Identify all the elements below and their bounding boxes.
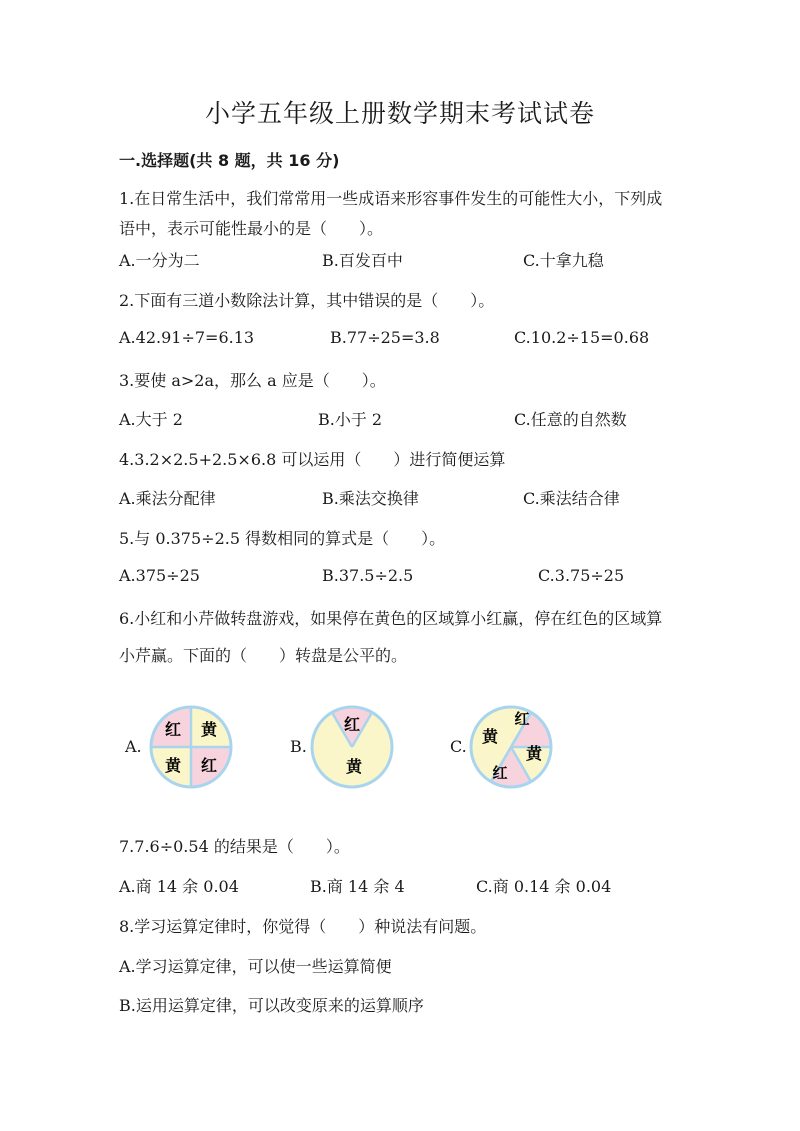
question-3-line-1: 3.要使 a>2a，那么 a 应是（ ）。 (119, 371, 386, 390)
q7-option-b[interactable]: B.商 14 余 4 (310, 877, 405, 896)
question-5-line-1: 5.与 0.375÷2.5 得数相同的算式是（ ）。 (119, 529, 446, 548)
q3-option-b[interactable]: B.小于 2 (318, 410, 383, 429)
spinner-a-text-red-1: 红 (164, 720, 182, 739)
wheel-a-label[interactable]: A. (125, 737, 142, 756)
wheel-c-label[interactable]: C. (450, 737, 467, 756)
spinner-a[interactable] (147, 703, 235, 791)
q5-option-a[interactable]: A.375÷25 (119, 566, 200, 585)
q1-option-b[interactable]: B.百发百中 (322, 251, 403, 270)
q4-option-a[interactable]: A.乘法分配律 (119, 489, 216, 508)
q7-option-c[interactable]: C.商 0.14 余 0.04 (476, 877, 612, 896)
wheel-b-label[interactable]: B. (290, 737, 307, 756)
question-2-line-1: 2.下面有三道小数除法计算，其中错误的是（ ）。 (119, 291, 495, 310)
spinner-c[interactable] (466, 702, 556, 792)
q1-option-a[interactable]: A.一分为二 (119, 251, 200, 270)
q1-option-c[interactable]: C.十拿九稳 (523, 251, 604, 270)
section-heading: 一.选择题(共 8 题，共 16 分) (119, 151, 340, 170)
q8-option-a[interactable]: A.学习运算定律，可以使一些运算简便 (119, 957, 392, 976)
question-1-line-2: 语中，表示可能性最小的是（ ）。 (119, 219, 384, 238)
spinner-b-text-red: 红 (343, 715, 361, 734)
question-4-line-1: 4.3.2×2.5+2.5×6.8 可以运用（ ）进行简便运算 (119, 450, 506, 469)
spinner-c-text-yellow-1: 黄 (481, 727, 499, 746)
q7-option-a[interactable]: A.商 14 余 0.04 (119, 877, 239, 896)
spinner-a-text-yellow-2: 黄 (164, 756, 182, 775)
question-1-line-1: 1.在日常生活中，我们常常用一些成语来形容事件发生的可能性大小，下列成 (119, 189, 663, 208)
spinner-b-text-yellow: 黄 (345, 757, 363, 776)
q4-option-c[interactable]: C.乘法结合律 (523, 489, 620, 508)
q3-option-a[interactable]: A.大于 2 (119, 410, 183, 429)
q2-option-c[interactable]: C.10.2÷15=0.68 (514, 328, 650, 347)
q5-option-c[interactable]: C.3.75÷25 (538, 566, 625, 585)
question-7-line-1: 7.7.6÷0.54 的结果是（ ）。 (119, 837, 350, 856)
spinner-a-text-yellow-1: 黄 (200, 720, 218, 739)
spinner-b[interactable] (307, 702, 397, 792)
q8-option-b[interactable]: B.运用运算定律，可以改变原来的运算顺序 (119, 996, 424, 1015)
spinner-c-text-red-2: 红 (492, 764, 508, 782)
q2-option-a[interactable]: A.42.91÷7=6.13 (119, 328, 255, 347)
page-title: 小学五年级上册数学期末考试试卷 (204, 99, 595, 128)
spinner-c-text-red-1: 红 (514, 710, 530, 728)
spinner-a-text-red-2: 红 (200, 756, 218, 775)
q2-option-b[interactable]: B.77÷25=3.8 (330, 328, 440, 347)
question-6-line-2: 小芹赢。下面的（ ）转盘是公平的。 (119, 646, 408, 665)
q3-option-c[interactable]: C.任意的自然数 (514, 410, 627, 429)
question-8-line-1: 8.学习运算定律时，你觉得（ ）种说法有问题。 (119, 917, 487, 936)
question-6-line-1: 6.小红和小芹做转盘游戏，如果停在黄色的区域算小红赢，停在红色的区域算 (119, 609, 663, 628)
q4-option-b[interactable]: B.乘法交换律 (322, 489, 419, 508)
spinner-c-text-yellow-2: 黄 (525, 744, 543, 763)
q5-option-b[interactable]: B.37.5÷2.5 (322, 566, 414, 585)
